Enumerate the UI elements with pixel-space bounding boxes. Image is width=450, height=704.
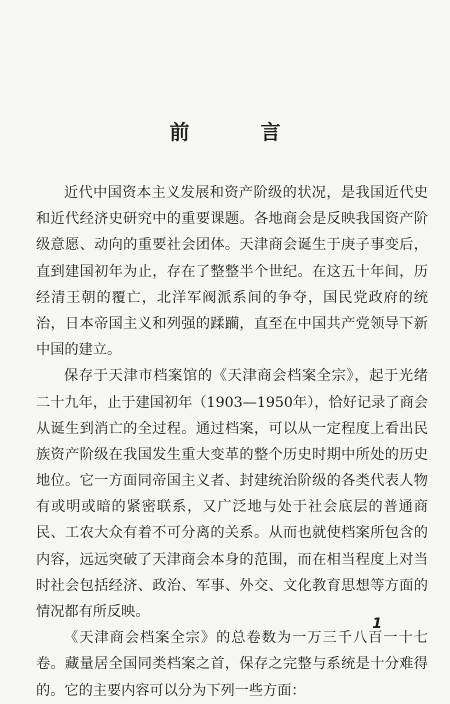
text-line: 内容，远远突破了天津商会本身的范围，而在相当程度上对当 bbox=[36, 551, 428, 568]
text-line: 二十九年，止于建国初年（1903—1950年），恰好记录了商会 bbox=[36, 394, 428, 411]
text-line: 的。它的主要内容可以分为下列一些方面： bbox=[36, 682, 306, 699]
text-line: 和近代经济史研究中的重要课题。各地商会是反映我国资产阶 bbox=[36, 211, 428, 228]
text-line: 近代中国资本主义发展和资产阶级的状况，是我国近代史 bbox=[64, 185, 428, 201]
text-line: 治，日本帝国主义和列强的蹂躏，直至在中国共产党领导下新 bbox=[36, 315, 428, 332]
text-line: 时社会包括经济、政治、军事、外交、文化教育思想等方面的 bbox=[36, 577, 428, 594]
text-line: 卷。藏量居全国同类档案之首，保存之完整与系统是十分难得 bbox=[36, 656, 428, 673]
text-line: 族资产阶级在我国发生重大变革的整个历史时期中所处的历史 bbox=[36, 446, 428, 463]
text-line: 级意愿、动向的重要社会团体。天津商会诞生于庚子事变后， bbox=[36, 237, 428, 254]
text-line: 情况都有所反映。 bbox=[36, 604, 150, 620]
text-line: 经清王朝的覆亡，北洋军阀派系间的争夺，国民党政府的统 bbox=[36, 289, 428, 306]
text-line: 保存于天津市档案馆的《天津商会档案全宗》，起于光绪 bbox=[64, 368, 428, 385]
text-line: 民、工农大众有着不可分离的关系。从而也就使档案所包含的 bbox=[36, 525, 428, 542]
text-line: 从诞生到消亡的全过程。通过档案，可以从一定程度上看出民 bbox=[36, 420, 428, 437]
page-title: 前 言 bbox=[169, 120, 313, 144]
body-text bbox=[36, 180, 428, 704]
text-line: 直到建国初年为止，存在了整整半个世纪。在这五十年间，历 bbox=[36, 263, 428, 280]
page-number: 1 bbox=[372, 616, 382, 632]
text-line: 地位。它一方面同帝国主义者、封建统治阶级的各类代表人物 bbox=[36, 473, 428, 490]
text-line: 中国的建立。 bbox=[36, 342, 122, 359]
text-line: 有或明或暗的紧密联系，又广泛地与处于社会底层的普通商 bbox=[36, 499, 428, 516]
text-line: 《天津商会档案全宗》的总卷数为一万三千八百一十七 bbox=[64, 630, 428, 647]
